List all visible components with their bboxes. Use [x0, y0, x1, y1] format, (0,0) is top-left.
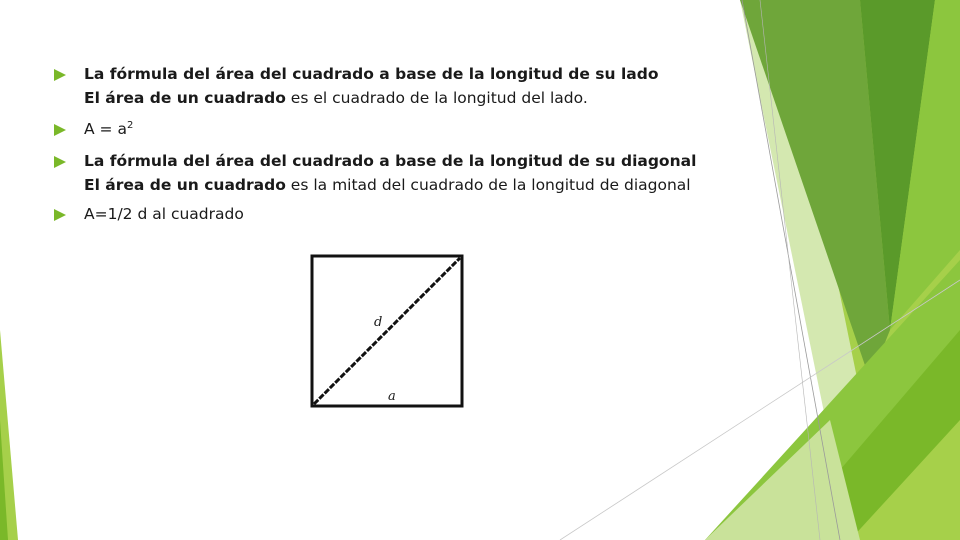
- formula-exponent: 2: [126, 120, 134, 131]
- bullet-description: [84, 86, 734, 110]
- bullet-description-bold: El área de un cuadrado: [84, 176, 286, 194]
- bullet-heading: La fórmula del área del cuadrado a base de la longitud de su lado: [84, 65, 659, 83]
- bullet-heading: La fórmula del área del cuadrado a base de la longitud de su diagonal: [84, 152, 697, 170]
- bullet-marker-shape: [54, 209, 66, 221]
- bullet-marker-shape: [54, 124, 66, 136]
- bullet-marker-shape: [54, 69, 66, 81]
- square-diagram: [306, 250, 470, 412]
- bullet-description: [84, 173, 734, 197]
- bullet-description-rest: es la mitad del cuadrado de la longitud de diagonal: [285, 176, 691, 194]
- bullet-marker-icon: [54, 69, 66, 81]
- formula-text: A=1/2 d al cuadrado: [84, 205, 244, 223]
- bullet-marker-icon: [54, 124, 66, 136]
- formula-text: A = a: [84, 120, 127, 138]
- bullet-marker-shape: [54, 156, 66, 168]
- bullet-marker-icon: [54, 156, 66, 168]
- bullet-description-rest: es el cuadrado de la longitud del lado.: [285, 89, 588, 107]
- side-label: a: [388, 389, 396, 404]
- bullet-marker-icon: [54, 209, 66, 221]
- diagonal-label: d: [374, 315, 383, 330]
- bullet-description-bold: El área de un cuadrado: [84, 89, 286, 107]
